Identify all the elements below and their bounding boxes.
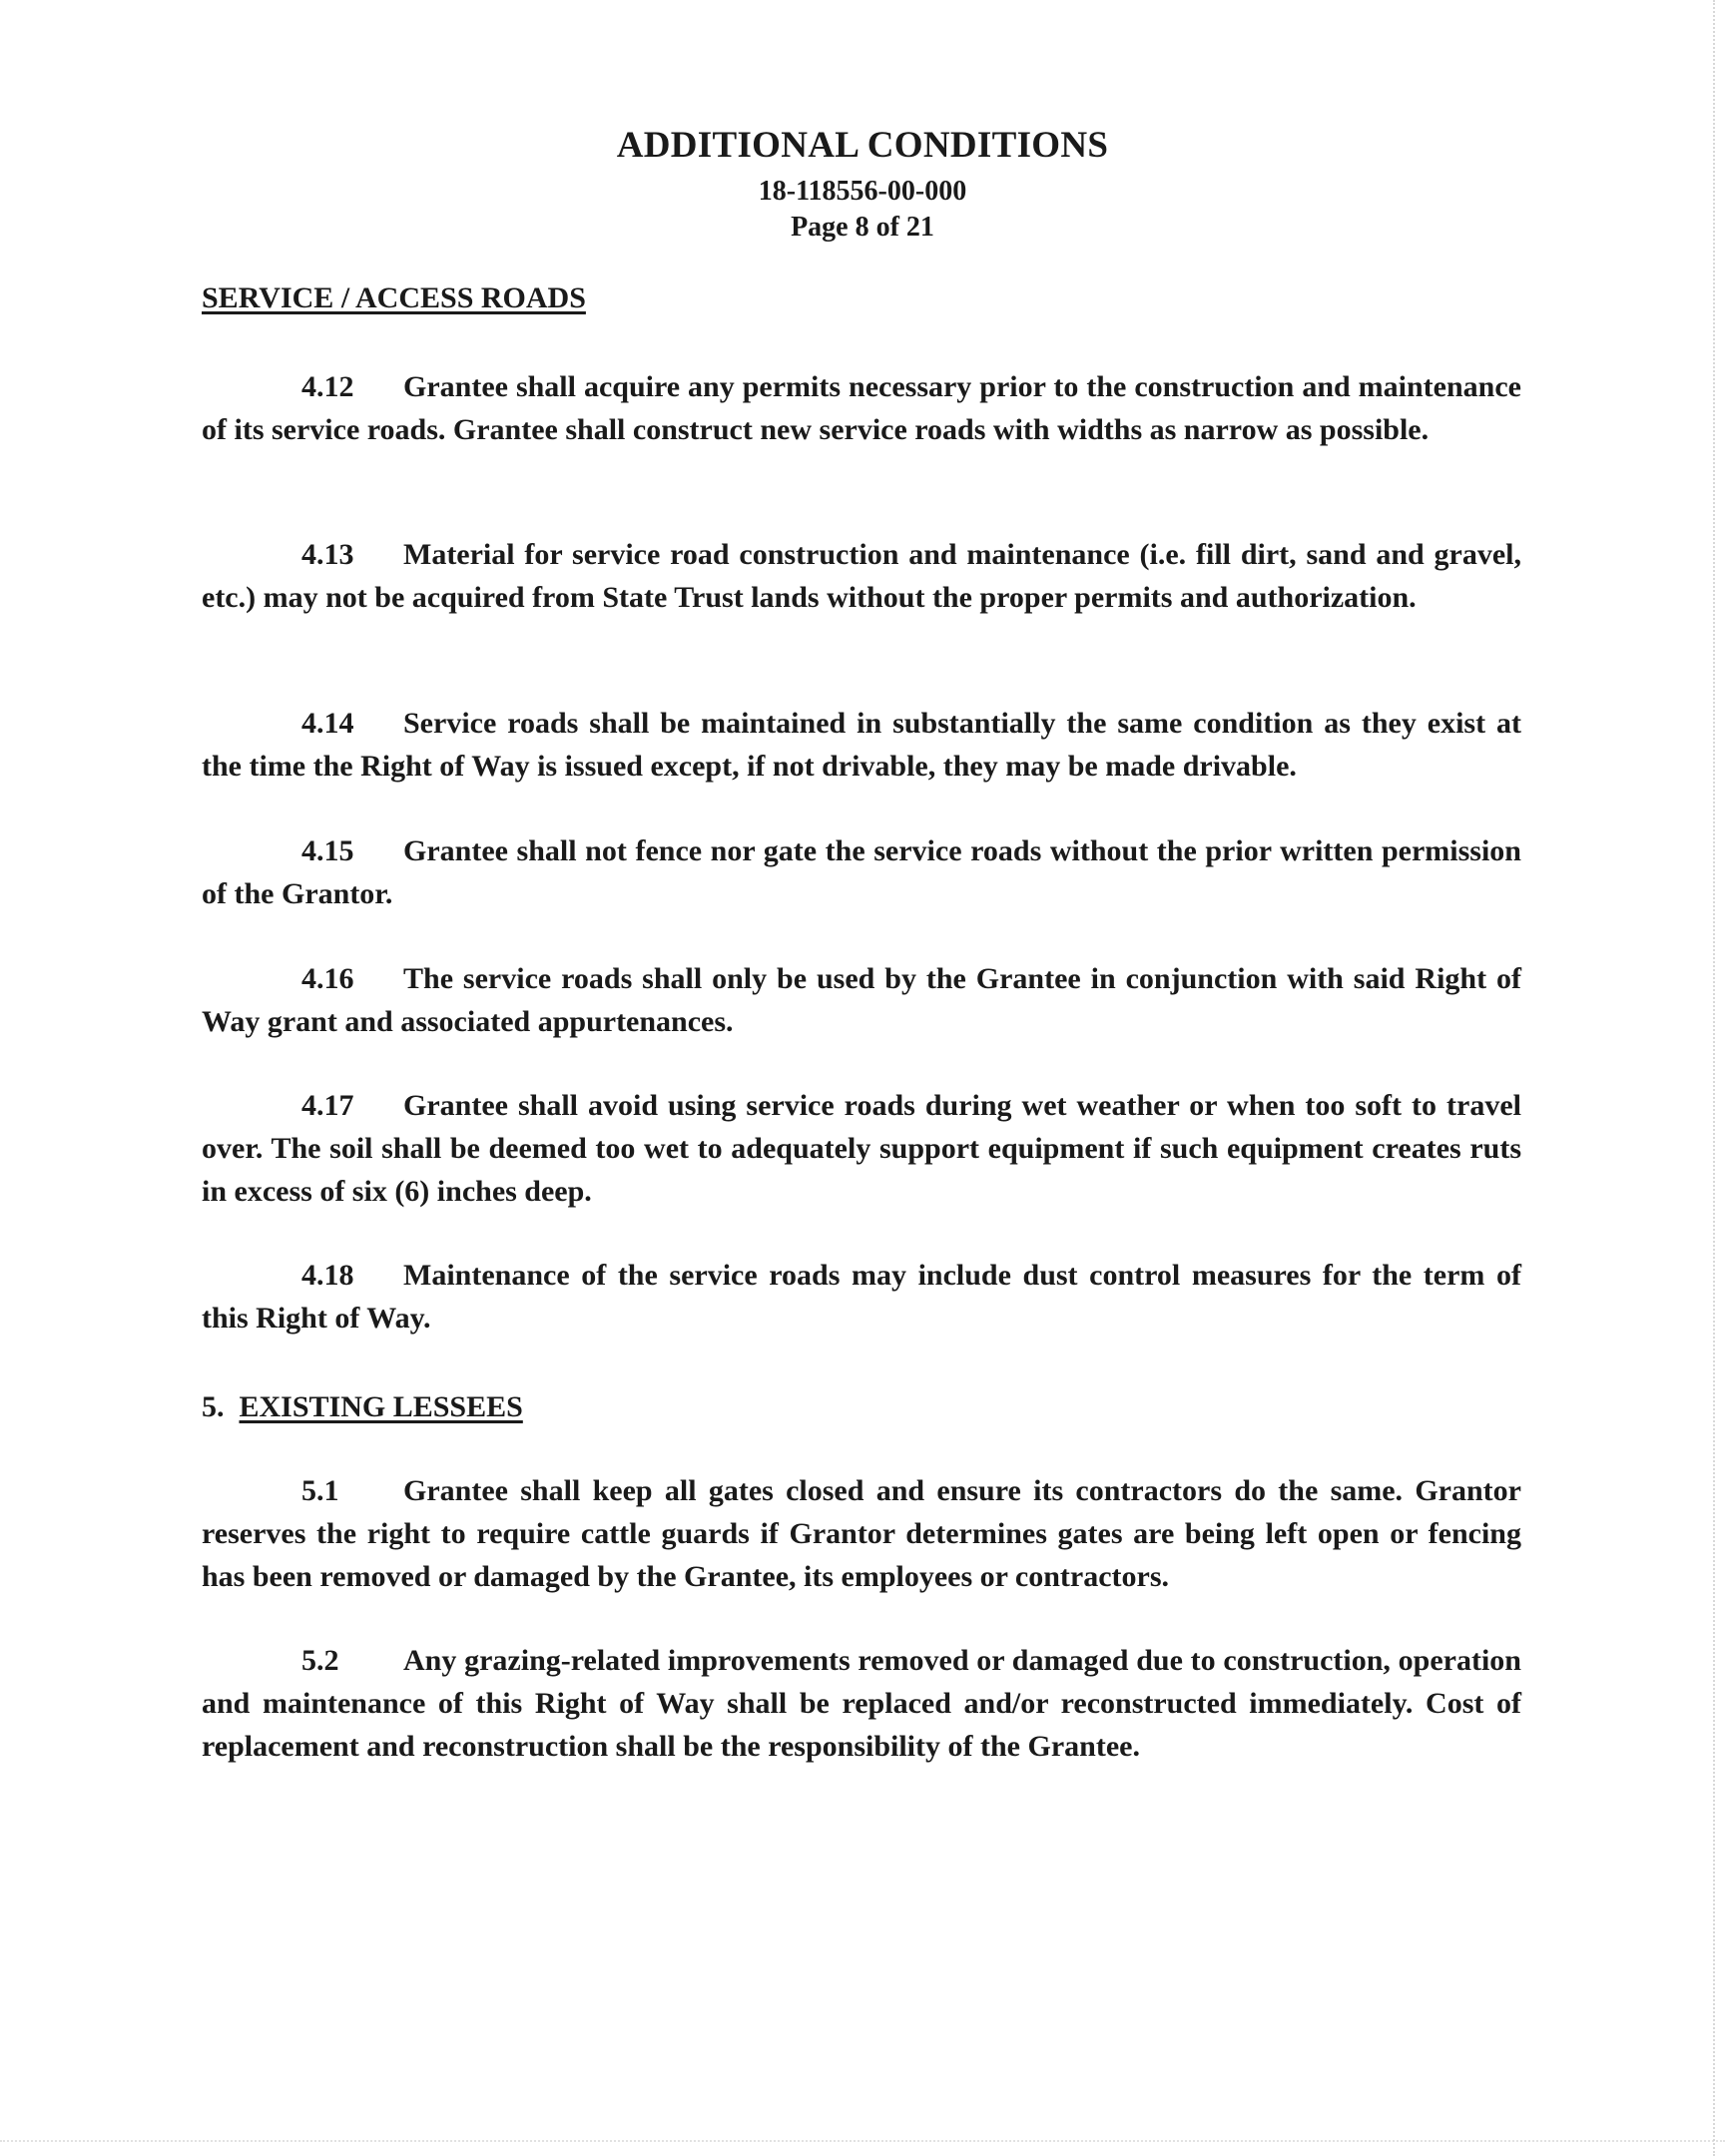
paragraph-number: 4.12 [301, 370, 354, 403]
paragraph-4-15 [202, 829, 1521, 915]
paragraph-text: Any grazing-related improvements removed or damaged due to construction, operation and maintenance of this Right of Way shall be replaced and/or reconstructed immediately. Cost of replacement and reconstruction shall be the responsibility of the Grantee. [202, 1644, 1521, 1763]
paragraph-number: 4.15 [301, 834, 354, 867]
paragraph-number: 4.16 [301, 962, 354, 995]
paragraph-5-1 [202, 1469, 1521, 1598]
heading-text: EXISTING LESSEES [239, 1390, 523, 1423]
document-number: 18-118556-00-000 [758, 176, 967, 207]
paragraph-4-18 [202, 1254, 1521, 1340]
section-heading-service-roads [202, 281, 586, 315]
paragraph-text: Grantee shall avoid using service roads during wet weather or when too soft to travel over. The soil shall be deemed too wet to adequately support equipment if such equipment creates ruts in excess of six (6) inches deep. [202, 1089, 1521, 1208]
paragraph-5-2 [202, 1639, 1521, 1768]
paragraph-text: Service roads shall be maintained in substantially the same condition as they exist at the time the Right of Way is issued except, if not drivable, they may be made drivable. [202, 707, 1521, 783]
paragraph-text: Grantee shall not fence nor gate the service roads without the prior written permission of the Grantor. [202, 834, 1521, 910]
paragraph-4-13 [202, 533, 1521, 619]
paragraph-4-17 [202, 1084, 1521, 1213]
paragraph-number: 5.2 [301, 1644, 339, 1677]
paragraph-number: 4.14 [301, 707, 354, 740]
scan-bottom-artifact [0, 2140, 1725, 2150]
scan-edge-artifact [1713, 0, 1725, 2156]
section-number: 5. [202, 1390, 225, 1423]
paragraph-4-14 [202, 702, 1521, 788]
section-heading-existing-lessees [202, 1390, 523, 1424]
paragraph-number: 4.13 [301, 538, 354, 571]
paragraph-number: 4.17 [301, 1089, 354, 1122]
paragraph-4-16 [202, 957, 1521, 1043]
paragraph-text: Grantee shall keep all gates closed and ensure its contractors do the same. Grantor reserves the right to require cattle guards if Grantor determines gates are being left open or fencing has been removed or damaged by the Grantee, its employees or contractors. [202, 1474, 1521, 1593]
paragraph-text: Material for service road construction and maintenance (i.e. fill dirt, sand and gravel, etc.) may not be acquired from State Trust lands without the proper permits and authorization. [202, 538, 1521, 614]
page-indicator: Page 8 of 21 [791, 212, 934, 243]
paragraph-text: The service roads shall only be used by the Grantee in conjunction with said Right of Way grant and associated appurtenances. [202, 962, 1521, 1038]
paragraph-number: 4.18 [301, 1259, 354, 1292]
document-title: ADDITIONAL CONDITIONS [616, 125, 1109, 166]
paragraph-text: Maintenance of the service roads may include dust control measures for the term of this Right of Way. [202, 1259, 1521, 1335]
paragraph-text: Grantee shall acquire any permits necessary prior to the construction and maintenance of its service roads. Grantee shall construct new service roads with widths as narrow as possible. [202, 370, 1521, 446]
heading-text: SERVICE / ACCESS ROADS [202, 281, 586, 314]
paragraph-number: 5.1 [301, 1474, 339, 1507]
paragraph-4-12 [202, 365, 1521, 451]
